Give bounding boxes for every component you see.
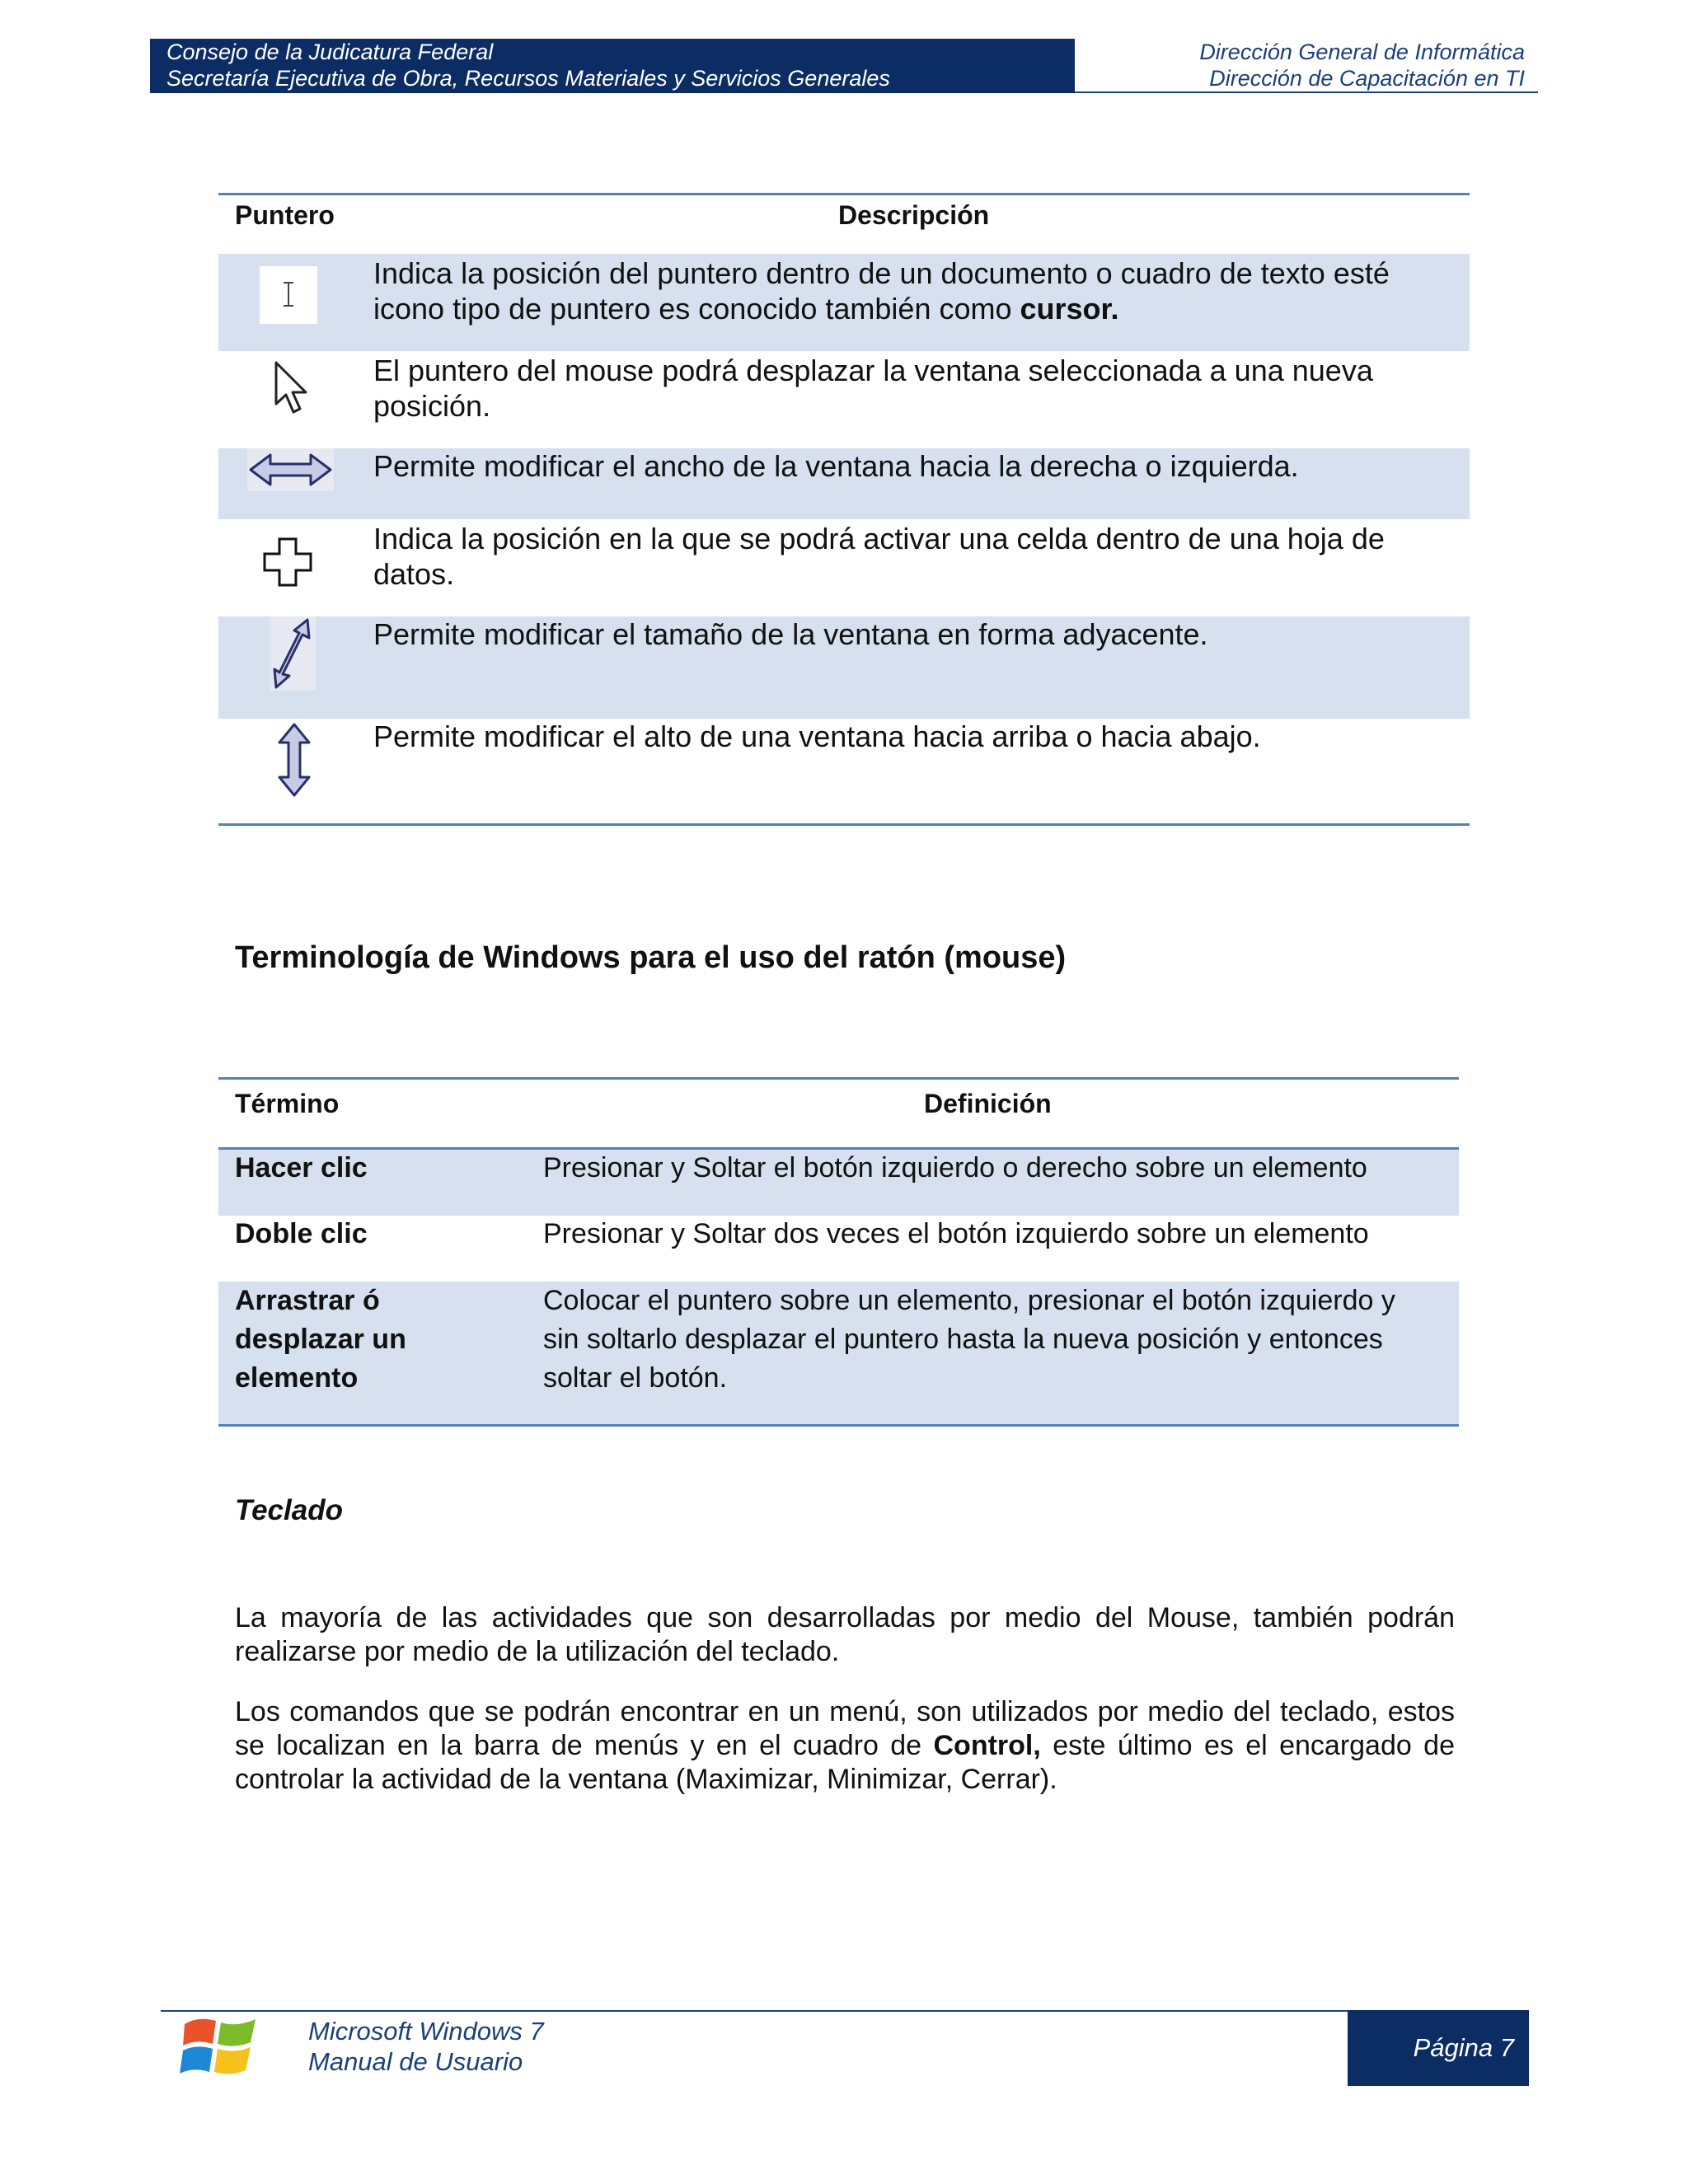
text-cursor-icon [260,266,317,324]
table-row [218,1150,1459,1216]
col-header-descripcion: Descripción [838,200,990,230]
page-number-box [1348,2010,1529,2086]
table-row [218,351,1470,448]
table-row [218,616,1470,719]
term-definition: Presionar y Soltar el botón izquierdo o derecho sobre un elemento [543,1152,1367,1183]
row-description: Permite modificar el tamaño de la ventana en forma adyacente. [373,617,1208,651]
footer-divider [161,2010,1348,2012]
pointer-table [218,193,1470,827]
header-divider [1075,91,1538,93]
term-label: Doble clic [235,1218,368,1249]
section-title: Terminología de Windows para el uso del ratón (mouse) [235,940,1067,975]
row-description: Permite modificar el ancho de la ventana hacia la derecha o izquierda. [373,449,1299,483]
header-secretaria: Secretaría Ejecutiva de Obra, Recursos Materiales y Servicios Generales [166,66,890,91]
header-capacitacion: Dirección de Capacitación en TI [1209,66,1525,91]
header-org: Consejo de la Judicatura Federal [166,40,494,64]
table-row [218,1282,1459,1424]
arrow-pointer-icon [271,359,312,422]
table-row [218,519,1470,616]
footer-manual: Manual de Usuario [308,2047,523,2076]
keyboard-paragraph-2: Los comandos que se podrán encontrar en un menú, son utilizados por medio del teclado, estos se localizan en la barra de menús y en el cuadro de Control, este último es el encargado de controlar la actividad de la ventana (Maximizar, Minimizar, Cerrar). [235,1696,1455,1795]
windows-logo-icon [180,2009,262,2085]
terminology-table [218,1077,1459,1428]
diagonal-resize-icon [270,616,316,691]
row-description: El puntero del mouse podrá desplazar la ventana seleccionada a una nueva posición. [373,354,1373,423]
control-keyword: Control, [933,1730,1041,1761]
col-header-definicion: Definición [924,1089,1052,1118]
vertical-resize-icon [276,722,312,798]
cell-select-cross-icon [261,536,314,588]
table-bottom-rule [218,1424,1459,1427]
term-label: Hacer clic [235,1152,368,1183]
col-header-puntero: Puntero [235,200,335,230]
row-description: Indica la posición del puntero dentro de un documento o cuadro de texto esté icono tipo de puntero es conocido también como cursor. [373,256,1390,326]
row-description: Permite modificar el alto de una ventana hacia arriba o hacia abajo. [373,719,1261,753]
col-header-termino: Término [235,1089,340,1118]
row-description: Indica la posición en la que se podrá activar una celda dentro de una hoja de datos. [373,522,1385,591]
cursor-keyword: cursor. [1020,292,1119,326]
table-row [218,719,1470,827]
table-row [218,1216,1459,1282]
header-direccion: Dirección General de Informática [1199,40,1525,64]
table-top-rule [218,1077,1459,1080]
horizontal-resize-icon [247,448,334,491]
keyboard-paragraph-1: La mayoría de las actividades que son desarrolladas por medio del Mouse, también podrán realizarse por medio de la utilización del teclado. [235,1602,1455,1667]
header-banner [150,39,1075,93]
page-number: Página 7 [1413,2033,1514,2062]
table-bottom-rule [218,823,1470,826]
keyboard-title: Teclado [235,1494,343,1526]
term-label: Arrastrar ó desplazar un elemento [235,1285,406,1394]
footer-product: Microsoft Windows 7 [308,2017,544,2046]
table-row [218,254,1470,351]
table-row [218,448,1470,519]
term-definition: Presionar y Soltar dos veces el botón izquierdo sobre un elemento [543,1218,1369,1249]
term-definition: Colocar el puntero sobre un elemento, presionar el botón izquierdo y sin soltarlo desplazar el puntero hasta la nueva posición y entonces soltar el botón. [543,1285,1395,1394]
